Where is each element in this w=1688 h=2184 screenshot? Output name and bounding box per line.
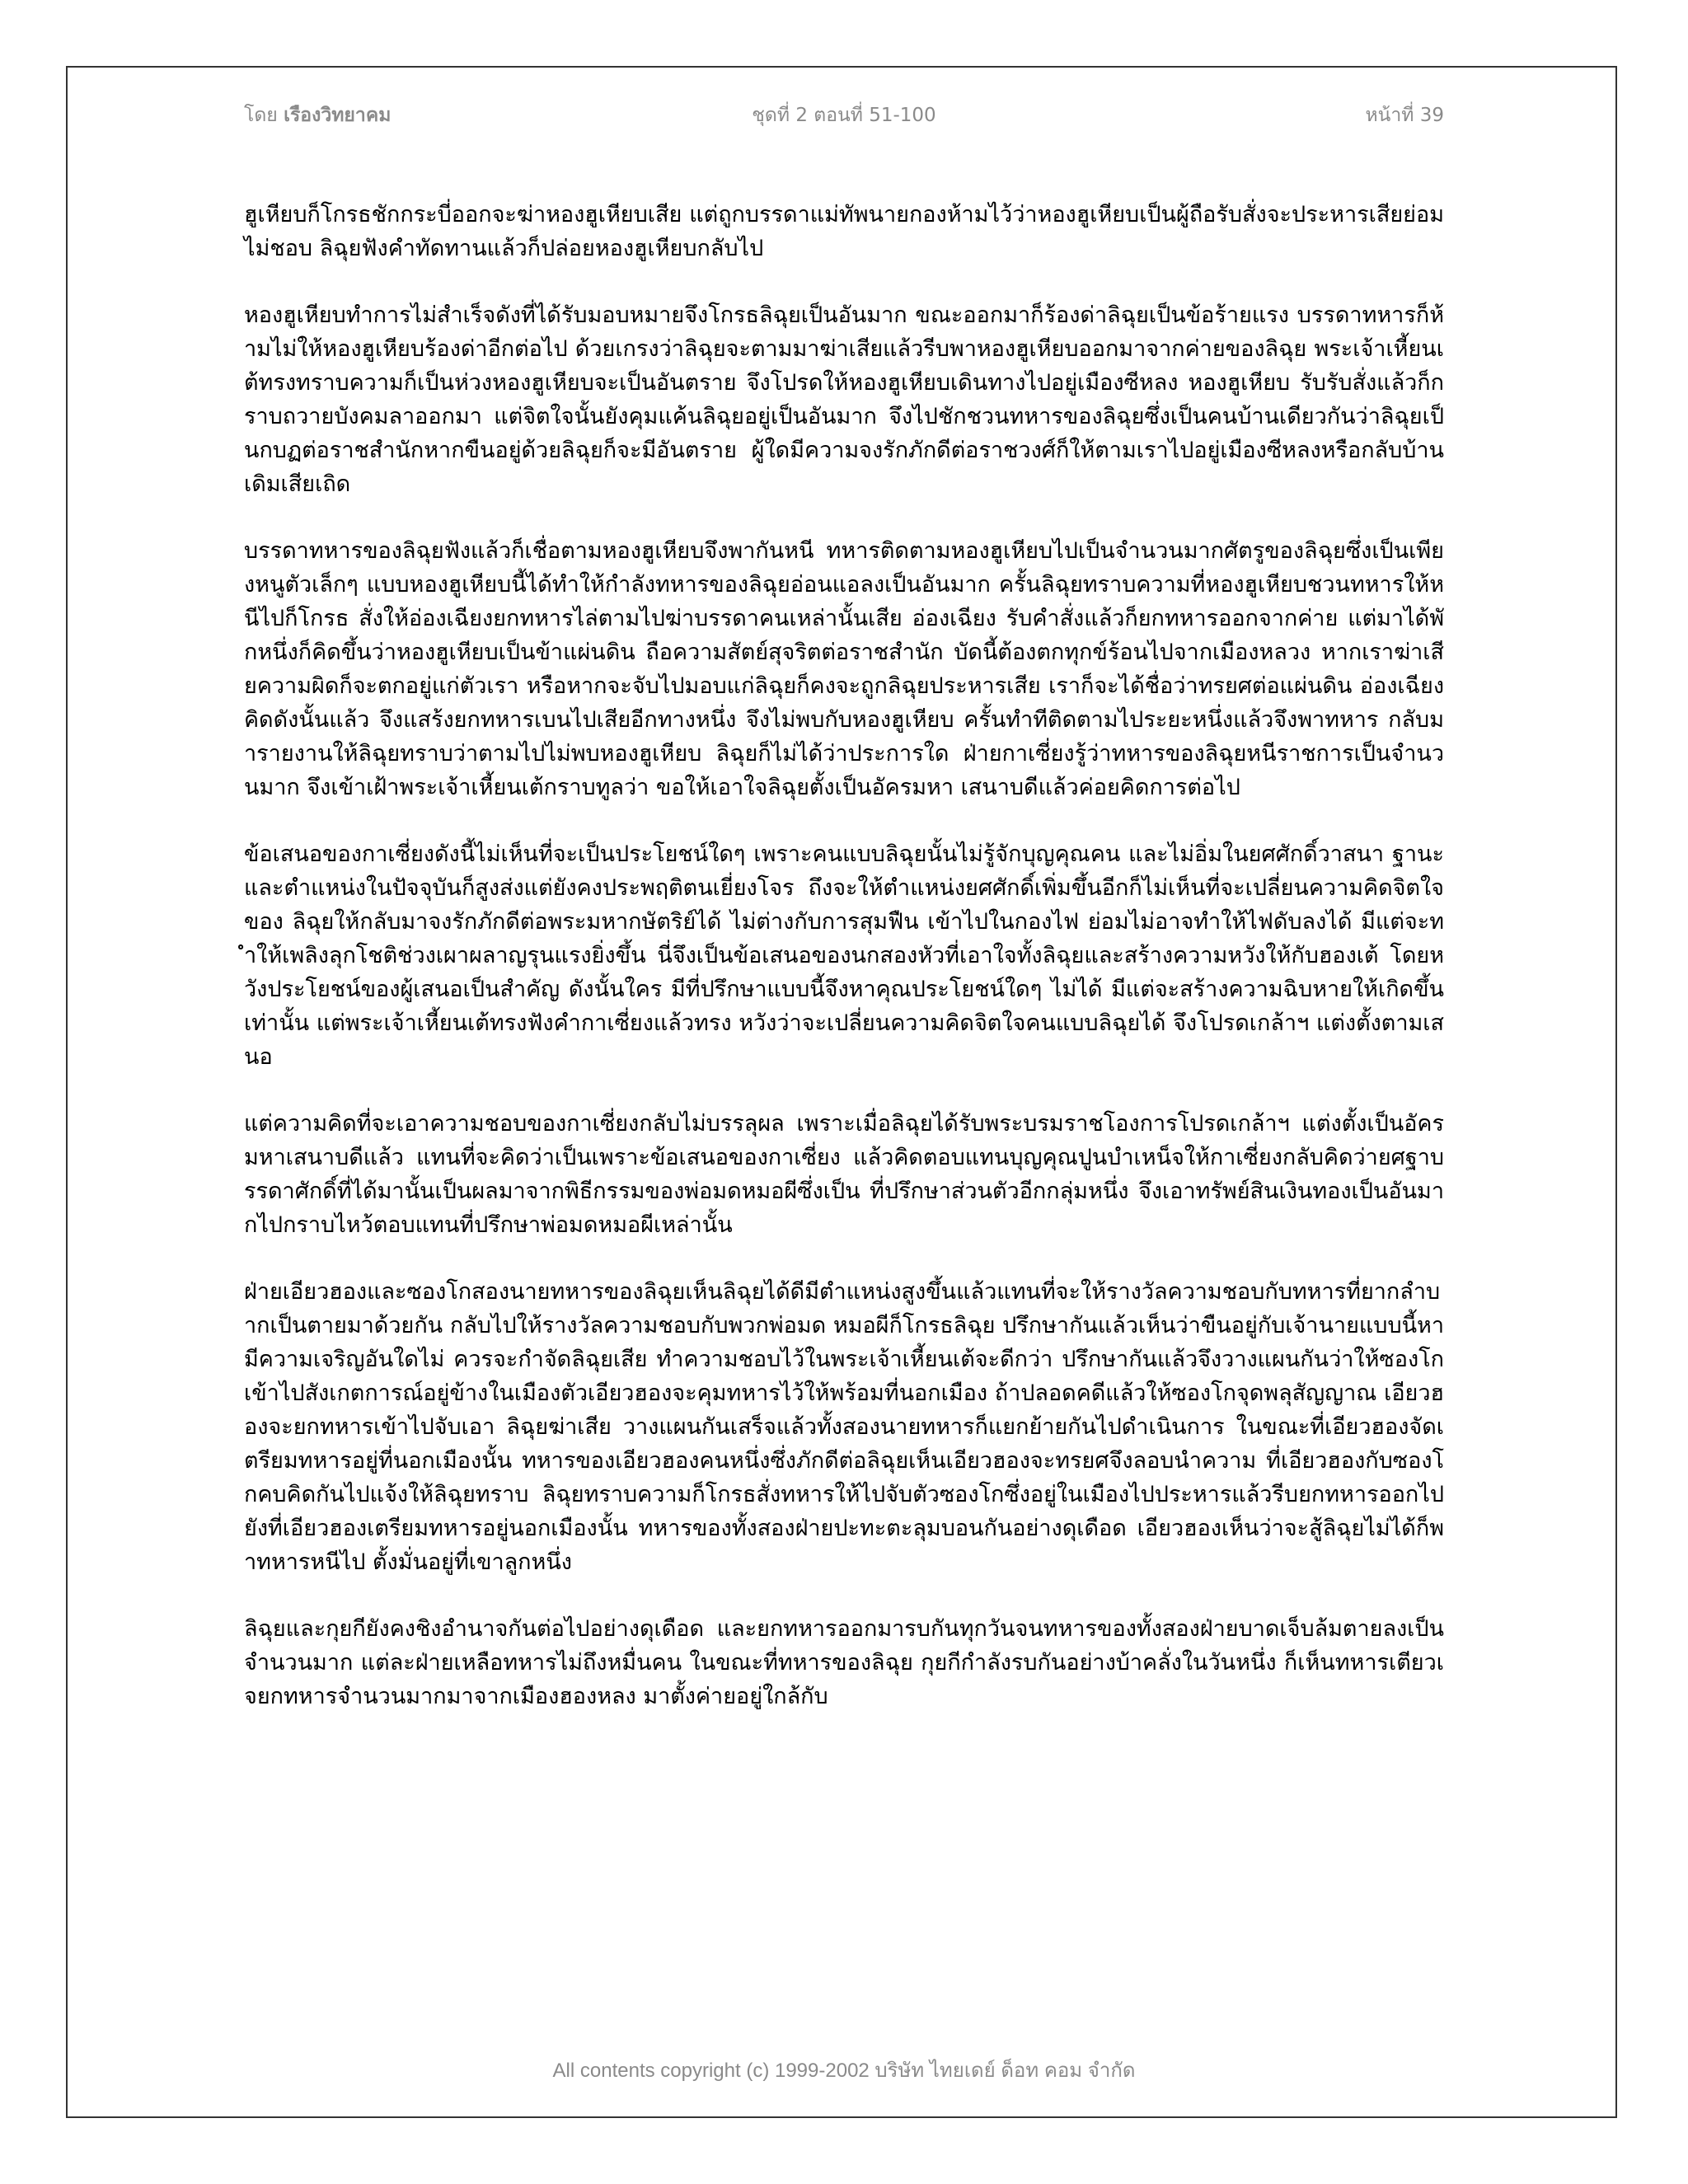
- paragraph: ฝ่ายเอียวฮองและซองโกสองนายทหารของลิฉุยเห็นลิฉุยได้ดีมีตำแหน่งสูงขึ้นแล้วแทนที่จะให้รางวัลความชอบกับทหารที่ยากลำบากเป็นตายมาด้วยกัน กลับไปให้รางวัลความชอบกับพวกพ่อมด หมอผีก็โกรธลิฉุย ปรึกษากันแล้วเห็นว่าขืนอยู่กับเจ้านายแบบนี้หามีความเจริญอันใดไม่ ควรจะกำจัดลิฉุยเสีย ทำความชอบไว้ในพระเจ้าเหี้ยนเต้จะดีกว่า ปรึกษากันแล้วจึงวางแผนกันว่าให้ซองโกเข้าไปสังเกตการณ์อยู่ข้างในเมืองตัวเอียวฮองจะคุมทหารไว้ให้พร้อมที่นอกเมือง ถ้าปลอดคดีแล้วให้ซองโกจุดพลุสัญญาณ เอียวฮองจะยกทหารเข้าไปจับเอา ลิฉุยฆ่าเสีย วางแผนกันเสร็จแล้วทั้งสองนายทหารก็แยกย้ายกันไปดำเนินการ ในขณะที่เอียวฮองจัดเตรียมทหารอยู่ที่นอกเมืองนั้น ทหารของเอียวฮองคนหนึ่งซึ่งภักดีต่อลิฉุยเห็นเอียวฮองจะทรยศจึงลอบนำความ ที่เอียวฮองกับซองโกคบคิดกันไปแจ้งให้ลิฉุยทราบ ลิฉุยทราบความก็โกรธสั่งทหารให้ไปจับตัวซองโกซึ่งอยู่ในเมืองไปประหารแล้วรีบยกทหารออกไปยังที่เอียวฮองเตรียมทหารอยู่นอกเมืองนั้น ทหารของทั้งสองฝ่ายปะทะตะลุมบอนกันอย่างดุเดือด เอียวฮองเห็นว่าจะสู้ลิฉุยไม่ได้ก็พาทหารหนีไป ตั้งมั่นอยู่ที่เขาลูกหนึ่ง: [244, 1279, 1444, 1575]
- paragraph: ข้อเสนอของกาเซี่ยงดังนี้ไม่เห็นที่จะเป็นประโยชน์ใดๆ เพราะคนแบบลิฉุยนั้นไม่รู้จักบุญคุณคน และไม่อิ่มในยศศักดิ์วาสนา ฐานะและตำแหน่งในปัจจุบันก็สูงส่งแต่ยังคงประพฤติตนเยี่ยงโจร ถึงจะให้ตำแหน่งยศศักดิ์เพิ่มขึ้นอีกก็ไม่เห็นที่จะเปลี่ยนความคิดจิตใจของ ลิฉุยให้กลับมาจงรักภักดีต่อพระมหากษัตริย์ได้ ไม่ต่างกับการสุมฟืน เข้าไปในกองไฟ ย่อมไม่อาจทำให้ไฟดับลงได้ มีแต่จะทำให้เพลิงลุกโชติช่วงเผาผลาญรุนแรงยิ่งขึ้น นี่จึงเป็นข้อเสนอของนกสองหัวที่เอาใจทั้งลิฉุยและสร้างความหวังให้กับฮองเต้ โดยหวังประโยชน์ของผู้เสนอเป็นสำคัญ ดังนั้นใคร มีที่ปรึกษาแบบนี้จึงหาคุณประโยชน์ใดๆ ไม่ได้ มีแต่จะสร้างความฉิบหายให้เกิดขึ้นเท่านั้น แต่พระเจ้าเหี้ยนเต้ทรงฟังคำกาเซี่ยงแล้วทรง หวังว่าจะเปลี่ยนความคิดจิตใจคนแบบลิฉุยได้ จึงโปรดเกล้าฯ แต่งตั้งตามเสนอ: [244, 841, 1444, 1070]
- paragraph: แต่ความคิดที่จะเอาความชอบของกาเซี่ยงกลับไม่บรรลุผล เพราะเมื่อลิฉุยได้รับพระบรมราชโองการโปรดเกล้าฯ แต่งตั้งเป็นอัครมหาเสนาบดีแล้ว แทนที่จะคิดว่าเป็นเพราะข้อเสนอของกาเซี่ยง แล้วคิดตอบแทนบุญคุณปูนบำเหน็จให้กาเซี่ยงกลับคิดว่ายศฐาบรรดาศักดิ์ที่ได้มานั้นเป็นผลมาจากพิธีกรรมของพ่อมดหมอผีซึ่งเป็น ที่ปรึกษาส่วนตัวอีกกลุ่มหนึ่ง จึงเอาทรัพย์สินเงินทองเป็นอันมากไปกราบไหว้ตอบแทนที่ปรึกษาพ่อมดหมอผีเหล่านั้น: [244, 1111, 1444, 1238]
- author-credit: [244, 101, 644, 130]
- article-body: [244, 198, 1444, 1746]
- page-header: [244, 99, 1444, 132]
- series-label: ชุดที่ 2 ตอนที่ 51-100: [752, 105, 936, 126]
- paragraph: ลิฉุยและกุยกียังคงชิงอำนาจกันต่อไปอย่างดุเดือด และยกทหารออกมารบกันทุกวันจนทหารของทั้งสองฝ่ายบาดเจ็บล้มตายลงเป็นจำนวนมาก แต่ละฝ่ายเหลือทหารไม่ถึงหมื่นคน ในขณะที่ทหารของลิฉุย กุยกีกำลังรบกันอย่างบ้าคลั่งในวันหนึ่ง ก็เห็นทหารเตียวเจยกทหารจำนวนมากมาจากเมืองฮองหลง มาตั้งค่ายอยู่ใกล้กับ: [244, 1616, 1444, 1709]
- page-number: หน้าที่ 39: [1365, 105, 1444, 126]
- author-name: เรืองวิทยาคม: [284, 105, 392, 126]
- paragraph: บรรดาทหารของลิฉุยฟังแล้วก็เชื่อตามหองฮูเหียบจึงพากันหนี ทหารติดตามหองฮูเหียบไปเป็นจำนวนมากศัตรูของลิฉุยซึ่งเป็นเพียงหนูตัวเล็กๆ แบบหองฮูเหียบนี้ได้ทำให้กำลังทหารของลิฉุยอ่อนแอลงเป็นอันมาก ครั้นลิฉุยทราบความที่หองฮูเหียบชวนทหารให้หนีไปก็โกรธ สั่งให้อ่องเฉียงยกทหารไล่ตามไปฆ่าบรรดาคนเหล่านั้นเสีย อ่องเฉียง รับคำสั่งแล้วก็ยกทหารออกจากค่าย แต่มาได้พักหนึ่งก็คิดขึ้นว่าหองฮูเหียบเป็นข้าแผ่นดิน ถือความสัตย์สุจริตต่อราชสำนัก บัดนี้ต้องตกทุกข์ร้อนไปจากเมืองหลวง หากเราฆ่าเสียความผิดก็จะตกอยู่แก่ตัวเรา หรือหากจะจับไปมอบแก่ลิฉุยก็คงจะถูกลิฉุยประหารเสีย เราก็จะได้ชื่อว่าทรยศต่อแผ่นดิน อ่องเฉียงคิดดังนั้นแล้ว จึงแสร้งยกทหารเบนไปเสียอีกทางหนึ่ง จึงไม่พบกับหองฮูเหียบ ครั้นทำทีติดตามไประยะหนึ่งแล้วจึงพาทหาร กลับมารายงานให้ลิฉุยทราบว่าตามไปไม่พบหองฮูเหียบ ลิฉุยก็ไม่ได้ว่าประการใด ฝ่ายกาเซี่ยงรู้ว่าทหารของลิฉุยหนีราชการเป็นจำนวนมาก จึงเข้าเฝ้าพระเจ้าเหี้ยนเต้กราบทูลว่า ขอให้เอาใจลิฉุยตั้งเป็นอัครมหา เสนาบดีแล้วค่อยคิดการต่อไป: [244, 538, 1444, 800]
- author-prefix: โดย: [244, 105, 278, 126]
- copyright-footer: All contents copyright (c) 1999-2002 บริษัท ไทยเดย์ ด็อท คอม จำกัด: [552, 2060, 1136, 2082]
- paragraph: ฮูเหียบก็โกรธชักกระบี่ออกจะฆ่าหองฮูเหียบเสีย แต่ถูกบรรดาแม่ทัพนายกองห้ามไว้ว่าหองฮูเหียบเป็นผู้ถือรับสั่งจะประหารเสียย่อมไม่ชอบ ลิฉุยฟังคำทัดทานแล้วก็ปล่อยหองฮูเหียบกลับไป: [244, 202, 1444, 261]
- paragraph: หองฮูเหียบทำการไม่สำเร็จดังที่ได้รับมอบหมายจึงโกรธลิฉุยเป็นอันมาก ขณะออกมาก็ร้องด่าลิฉุยเป็นข้อร้ายแรง บรรดาทหารก็ห้ามไม่ให้หองฮูเหียบร้องด่าอีกต่อไป ด้วยเกรงว่าลิฉุยจะตามมาฆ่าเสียแล้วรีบพาหองฮูเหียบออกมาจากค่ายของลิฉุย พระเจ้าเหี้ยนเต้ทรงทราบความก็เป็นห่วงหองฮูเหียบจะเป็นอันตราย จึงโปรดให้หองฮูเหียบเดินทางไปอยู่เมืองซีหลง หองฮูเหียบ รับรับสั่งแล้วก็กราบถวายบังคมลาออกมา แต่จิตใจนั้นยังคุมแค้นลิฉุยอยู่เป็นอันมาก จึงไปชักชวนทหารของลิฉุยซึ่งเป็นคนบ้านเดียวกันว่าลิฉุยเป็นกบฏต่อราชสำนักหากขืนอยู่ด้วยลิฉุยก็จะมีอันตราย ผู้ใดมีความจงรักภักดีต่อราชวงศ์ก็ให้ตามเราไปอยู่เมืองซีหลงหรือกลับบ้านเดิมเสียเถิด: [244, 302, 1444, 497]
